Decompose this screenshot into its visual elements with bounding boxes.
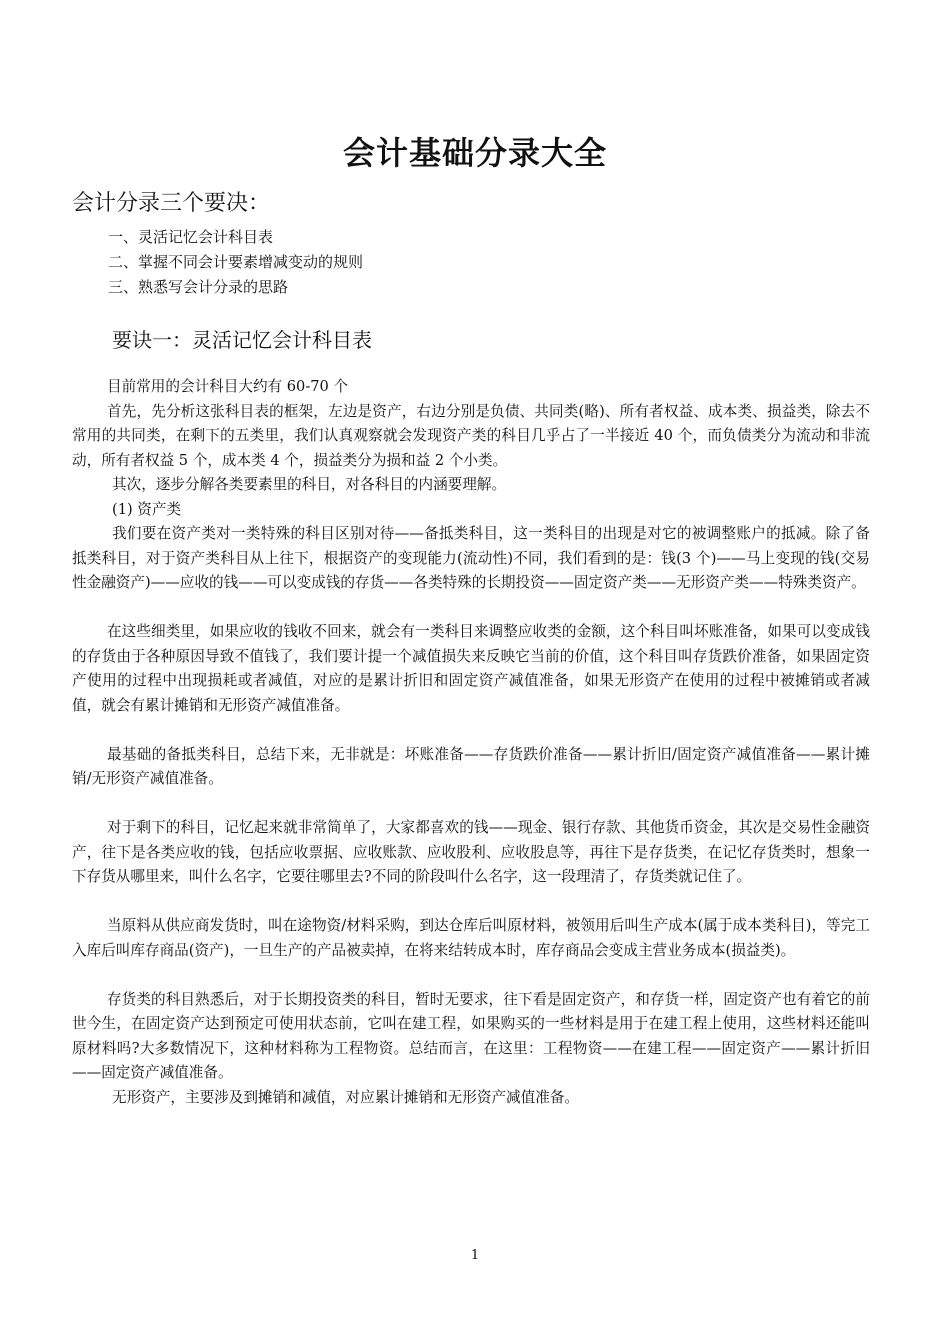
body-text — [72, 375, 870, 1110]
paragraph: 对于剩下的科目，记忆起来就非常简单了，大家都喜欢的钱——现金、银行存款、其他货币资金，其次是交易性金融资产，往下是各类应收的钱，包括应收票据、应收账款、应收股利、应收股息等，再往下是存货类，在记忆存货类时，想象一下存货从哪里来，叫什么名字，它要往哪里去?不同的阶段叫什么名字，这一段理清了，存货类就记住了。 — [72, 819, 870, 885]
paragraph: 在这些细类里，如果应收的钱收不回来，就会有一类科目来调整应收类的金额，这个科目叫坏账准备，如果可以变成钱的存货由于各种原因导致不值钱了，我们要计提一个减值损失来反映它当前的价值，这个科目叫存货跌价准备，如果固定资产使用的过程中出现损耗或者减值，对应的是累计折旧和固定资产减值准备，如果无形资产在使用的过程中被摊销或者减值，就会有累计摊销和无形资产减值准备。 — [72, 623, 870, 714]
paragraph: 首先，先分析这张科目表的框架，左边是资产，右边分别是负债、共同类(略)、所有者权益、成本类、损益类，除去不常用的共同类，在剩下的五类里，我们认真观察就会发现资产类的科目几乎占了一半接近 40 个，而负债类分为流动和非流动，所有者权益 5 个，成本类 4 个，损益类分为损和益 2 个小类。 — [72, 402, 870, 469]
toc-item: 二、掌握不同会计要素增减变动的规则 — [108, 253, 364, 271]
document-title: 会计基础分录大全 — [342, 134, 607, 172]
toc-item: 三、熟悉写会计分录的思路 — [108, 278, 289, 296]
paragraph: 存货类的科目熟悉后，对于长期投资类的科目，暂时无要求，往下看是固定资产，和存货一样，固定资产也有着它的前世今生，在固定资产达到预定可使用状态前，它叫在建工程，如果购买的一些材料是用于在建工程上使用，这些材料还能叫原材料吗?大多数情况下，这种材料称为工程物资。总结而言，在这里：工程物资——在建工程——固定资产——累计折旧——固定资产减值准备。 — [72, 990, 870, 1081]
spacer — [72, 890, 870, 915]
toc-list — [108, 225, 363, 300]
page-number: 1 — [470, 1248, 480, 1263]
section-heading: 会计分录三个要决： — [72, 191, 271, 216]
spacer — [72, 792, 870, 817]
paragraph: 其次，逐步分解各类要素里的科目，对各科目的内涵要理解。 — [112, 476, 507, 493]
paragraph: 最基础的备抵类科目，总结下来，无非就是：坏账准备——存货跌价准备——累计折旧/固定资产减值准备——累计摊销/无形资产减值准备。 — [72, 745, 870, 787]
subsection-heading: 要诀一：灵活记忆会计科目表 — [112, 328, 372, 352]
toc-item: 一、灵活记忆会计科目表 — [108, 228, 274, 246]
spacer — [72, 596, 870, 621]
paragraph: 目前常用的会计科目大约有 60-70 个 — [107, 378, 349, 395]
paragraph: 我们要在资产类对一类特殊的科目区别对待——备抵类科目，这一类科目的出现是对它的被调整账户的抵减。除了备抵类科目，对于资产类科目从上往下，根据资产的变现能力(流动性)不同，我们看到的是：钱(3 个)——马上变现的钱(交易性金融资产)——应收的钱——可以变成钱的存货——各类特殊的长期投资——固定资产类——无形资产类——特殊类资产。 — [72, 525, 870, 591]
spacer — [72, 718, 870, 743]
spacer — [72, 963, 870, 988]
paragraph: (1) 资产类 — [112, 500, 182, 518]
paragraph: 当原料从供应商发货时，叫在途物资/材料采购，到达仓库后叫原材料，被领用后叫生产成本(属于成本类科目)，等完工入库后叫库存商品(资产)，一旦生产的产品被卖掉，在将来结转成本时，库存商品会变成主营业务成本(损益类)。 — [72, 917, 870, 959]
paragraph: 无形资产，主要涉及到摊销和减值，对应累计摊销和无形资产减值准备。 — [112, 1088, 580, 1106]
